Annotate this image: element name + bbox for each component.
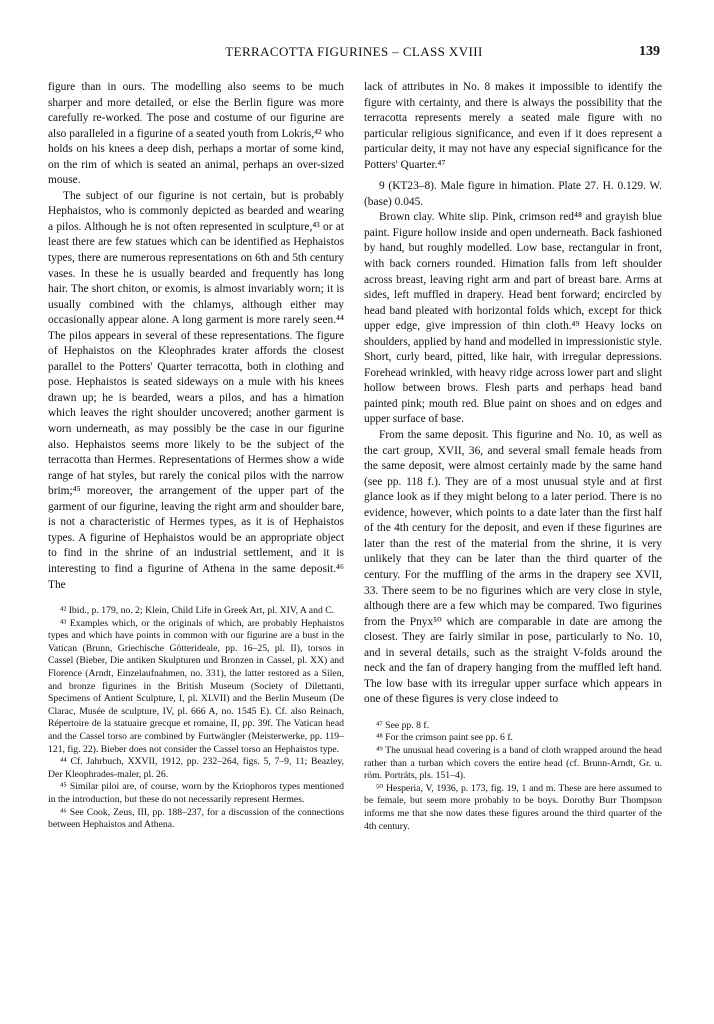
- right-paragraph-1: lack of attributes in No. 8 makes it impossible to identify the figure with certainty, and there is always the possibility that the terracotta represents merely a seated male figure with no particular religious significance, and even if it does represent a particular deity, it may not have any especial significance for the Potters' Quarter.⁴⁷: [364, 81, 662, 171]
- catalogue-entry-9: 9 (KT23–8). Male figure in himation. Plate 27. H. 0.129. W. (base) 0.045.: [364, 180, 662, 208]
- footnote-49: ⁴⁹ The unusual head covering is a band of cloth wrapped around the head rather than a turban which covers the entire head (cf. Brunn-Arndt, Gr. u. röm. Porträts, pls. 151–4).: [364, 745, 662, 782]
- entry-9-discussion: From the same deposit. This figurine and No. 10, as well as the cart group, XVII, 36, and several small female heads from the same deposit, were almost certainly made by the same hand (see pp. 118 f.). They are of a most unusual style and at first glance look as if they might belong to a later period. There is no evidence, however, which points to a date later than the first half of the 4th century for the deposit, and even if these figurines are later than the rest of the material from the shrine, it is very unlikely that they can be later than the third quarter of the century. For the muffling of the arms in the drapery see XVII, 33. There seem to be no figurines which are very close in style, although there are a few which may be compared. Two figurines from the Pnyx⁵⁰ which are comparable in date are among the closest. They are fairly similar in pose, particularly to No. 10, and in several details, such as the straight V-folds around the neck and the fan of drapery hanging from the muffled left hand. The low base with its irregular upper surface which appears in one of these figures is very close indeed to: [364, 429, 662, 706]
- right-column: [364, 80, 662, 833]
- footnote-46: ⁴⁶ See Cook, Zeus, III, pp. 188–237, for a discussion of the connections between Hephaistos and Athena.: [48, 806, 344, 831]
- footnote-48: ⁴⁸ For the crimson paint see pp. 6 f.: [376, 732, 513, 744]
- footnote-42: ⁴² Ibid., p. 179, no. 2; Klein, Child Life in Greek Art, pl. XIV, A and C.: [60, 605, 335, 617]
- page-number: 139: [639, 44, 660, 59]
- footnote-50: ⁵⁰ Hesperia, V, 1936, p. 173, fig. 19, 1 and m. These are here assumed to be female, but seem more probably to be boys. Dorothy Burr Thompson informs me that she now dates these figures around the third quarter of the 4th century.: [364, 782, 662, 832]
- left-paragraph-2: The subject of our figurine is not certain, but is probably Hephaistos, who is commonly depicted as bearded and wearing a pilos. Although he is not often represented in sculpture,⁴³ or at least there are few statues which can be identified as Hephaistos types, there are numerous representations on 6th and 5th century vases. In these he is usually bearded and frequently has long hair. The short chiton, or exomis, is almost invariably worn; it is usually combined with the chlamys, although either may occasionally appear alone. A long garment is more rarely seen.⁴⁴ The pilos appears in several of these representations. The figure of Hephaistos on the Kleophrades krater affords the closest parallel to the Potters' Quarter terracotta, both in clothing and pose. Hephaistos is seated sideways on a mule with his knees drawn up; he is bearded, wears a pilos, and has a himation which leaves the right shoulder uncovered; another garment is worn underneath, as may possibly be the case in our figurine also. Hephaistos seems more likely to be the subject of the terracotta than Hermes. Representations of Hermes show a wide range of hat styles, but rarely the conical pilos with the narrow brim;⁴⁵ moreover, the arrangement of the upper part of the garment of our figurine, leaving the right arm and shoulder bare, is not a characteristic of Hermes types, as it is of Hephaistos types. A figurine of Hephaistos would be an appropriate object to find in the shrine of an industrial settlement, and it is interesting to find a figurine of Athena in the same deposit.⁴⁶ The: [48, 189, 344, 591]
- left-paragraph-1: figure than in ours. The modelling also seems to be much sharper and more detailed, or else the Berlin figure was more carefully re-worked. The pose and costume of our figurine are also paralleled in a figurine of a seated youth from Lokris,⁴² who holds on his knees a deep dish, perhaps a mortar of some kind, on the rim of which is seated an animal, perhaps an over-sized mouse.: [48, 81, 344, 187]
- footnote-44: ⁴⁴ Cf. Jahrbuch, XXVII, 1912, pp. 232–264, figs. 5, 7–9, 11; Beazley, Der Kleophrades-maler, pl. 26.: [48, 756, 344, 780]
- left-column: [48, 80, 344, 832]
- footnote-45: ⁴⁵ Similar piloi are, of course, worn by the Kriophoros types mentioned in the introduction, but these do not necessarily represent Hermes.: [48, 781, 344, 805]
- right-footnotes: [364, 720, 662, 833]
- footnote-43: ⁴³ Examples which, or the originals of which, are probably Hephaistos types and which have points in common with our figurine are a bust in the Vatican (Brunn, Griechische Götterideale, pp. 16–25, pl. II), torsos in Cassel (Bieber, Die antiken Skulpturen und Bronzen in Cassel, pl. XX) and Florence (Arndt, Einzelaufnahmen, no. 331), the latter restored as a Silen, and bronze figurines in the British Museum (Society of Dilettanti, Specimens of Antient Sculpture, I, pl. XLVII) and the Berlin Museum (De Clarac, Musée de sculpture, IV, pl. 666 A, no. 1545 E). Cf. also Reinach, Répertoire de la statuaire grecque et romaine, II, pp. 39f. The Vatican head and the Cassel torso are combined by Furtwängler (Meisterwerke, pp. 119–121, fig. 22). Bieber does not consider the Cassel torso an Hephaistos type.: [48, 617, 344, 755]
- footnote-47: ⁴⁷ See pp. 8 f.: [376, 719, 430, 731]
- left-footnotes: [48, 605, 344, 832]
- entry-9-description: Brown clay. White slip. Pink, crimson red⁴⁸ and grayish blue paint. Figure hollow inside and open underneath. Back fashioned by hand, but roughly modelled. Low base, rectangular in front, with back corners rounded. Himation falls from left shoulder across breast, leaving right arm and part of breast bare. Arms at sides, left muffled in drapery. Head bent forward; encircled by head band pleated with horizontal folds which, except for thick upper edge, give impression of thin cloth.⁴⁹ Heavy locks on shoulders, applied by hand and modelled in impressionistic style. Short, curly beard, pitted, like hair, with irregular depressions. Forehead wrinkled, with heavy ridge across lower part and slight hollow between brows. Flesh parts and perhaps head band painted pink; mouth red. Blue paint on shoes and on edges and upper surface of base.: [364, 211, 662, 426]
- page-header: [48, 44, 660, 64]
- running-title: TERRACOTTA FIGURINES – CLASS XVIII: [225, 44, 483, 59]
